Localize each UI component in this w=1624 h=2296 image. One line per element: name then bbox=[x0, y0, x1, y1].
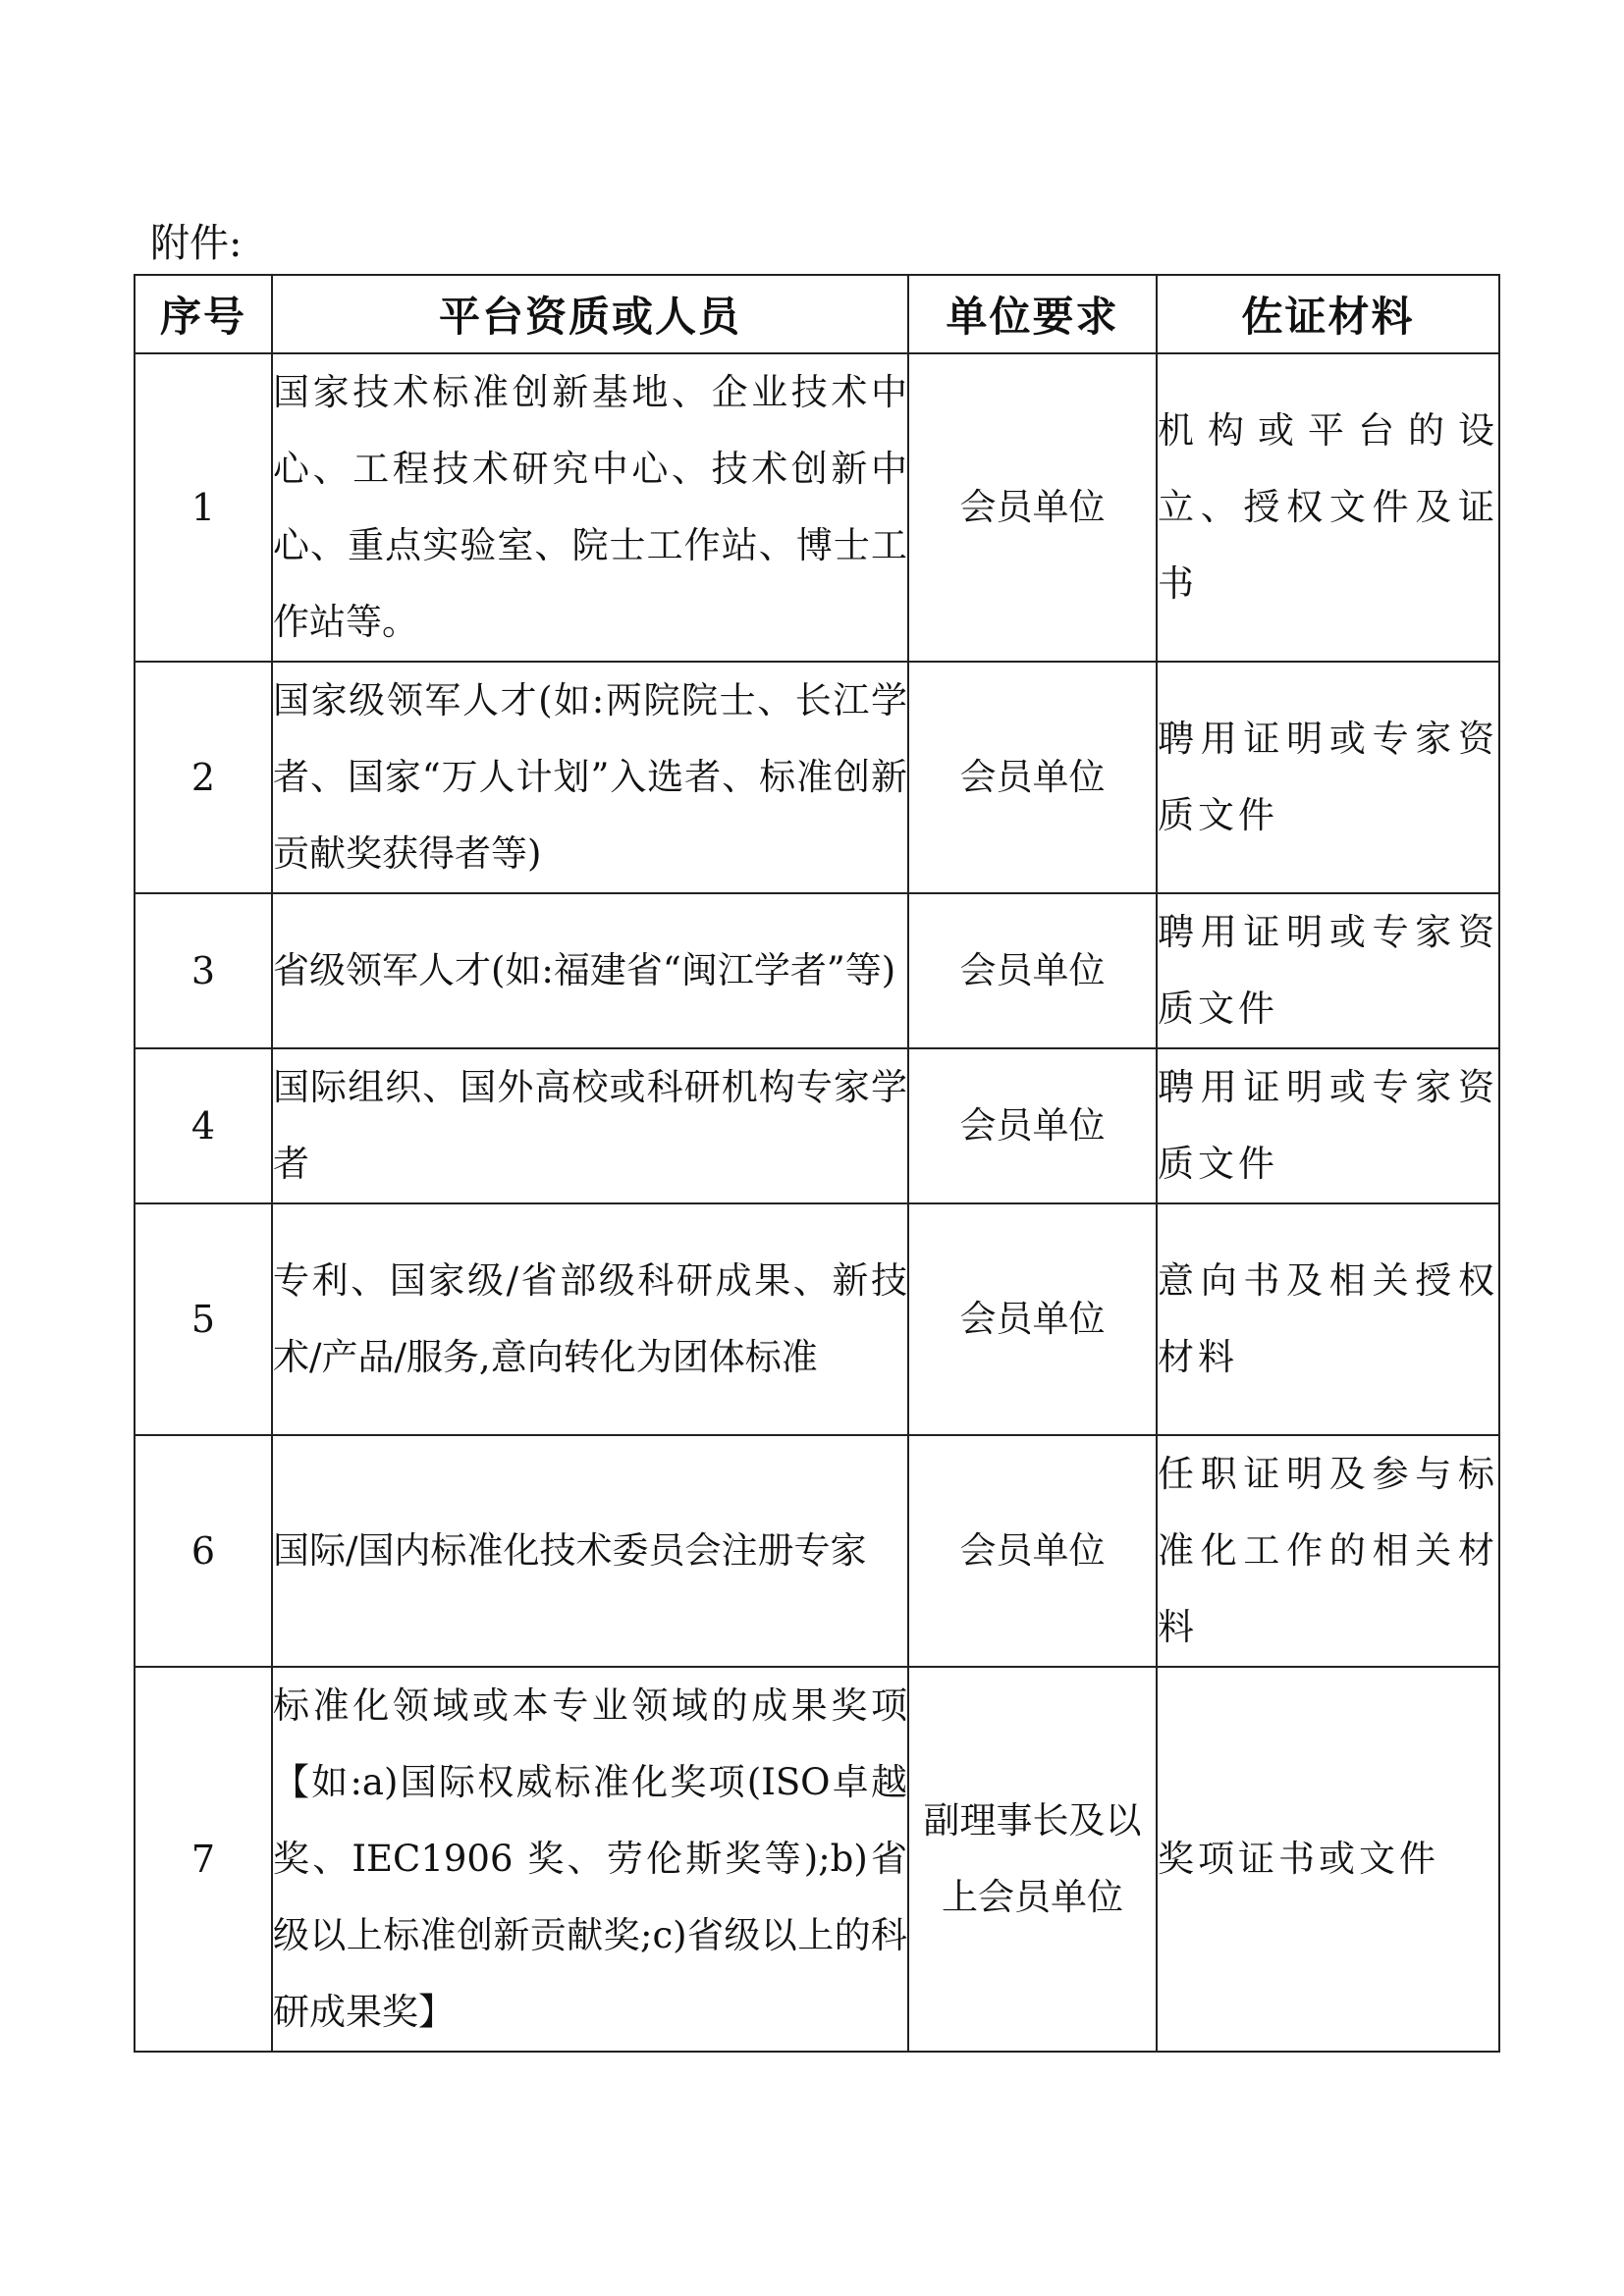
row-evidence: 任职证明及参与标准化工作的相关材料 bbox=[1157, 1435, 1499, 1667]
table-row bbox=[135, 1048, 1499, 1203]
row-unit-requirement: 会员单位 bbox=[908, 353, 1157, 662]
header-num: 序号 bbox=[135, 275, 272, 353]
table-row bbox=[135, 1435, 1499, 1667]
row-evidence: 聘用证明或专家资质文件 bbox=[1157, 893, 1499, 1048]
row-qualification: 国际组织、国外高校或科研机构专家学者 bbox=[272, 1048, 908, 1203]
row-unit-requirement: 会员单位 bbox=[908, 1435, 1157, 1667]
table-row bbox=[135, 1203, 1499, 1435]
row-unit-requirement: 副理事长及以上会员单位 bbox=[908, 1667, 1157, 2052]
header-unit-requirement: 单位要求 bbox=[908, 275, 1157, 353]
row-evidence: 意向书及相关授权材料 bbox=[1157, 1203, 1499, 1435]
row-num: 1 bbox=[135, 353, 272, 662]
row-unit-requirement: 会员单位 bbox=[908, 662, 1157, 893]
attachment-label: 附件: bbox=[150, 221, 243, 266]
row-num: 2 bbox=[135, 662, 272, 893]
row-unit-requirement: 会员单位 bbox=[908, 1048, 1157, 1203]
row-qualification: 专利、国家级/省部级科研成果、新技术/产品/服务,意向转化为团体标准 bbox=[272, 1203, 908, 1435]
row-qualification: 省级领军人才(如:福建省“闽江学者”等) bbox=[272, 893, 908, 1048]
row-qualification: 国家技术标准创新基地、企业技术中心、工程技术研究中心、技术创新中心、重点实验室、院士工作站、博士工作站等。 bbox=[272, 353, 908, 662]
row-unit-requirement: 会员单位 bbox=[908, 893, 1157, 1048]
table-row bbox=[135, 1667, 1499, 2052]
qualification-table bbox=[134, 274, 1500, 2053]
row-num: 5 bbox=[135, 1203, 272, 1435]
row-num: 6 bbox=[135, 1435, 272, 1667]
row-unit-requirement: 会员单位 bbox=[908, 1203, 1157, 1435]
header-qualification: 平台资质或人员 bbox=[272, 275, 908, 353]
row-qualification: 标准化领域或本专业领域的成果奖项【如:a)国际权威标准化奖项(ISO卓越奖、IEC1906 奖、劳伦斯奖等);b)省级以上标准创新贡献奖;c)省级以上的科研成果奖】 bbox=[272, 1667, 908, 2052]
table-row bbox=[135, 662, 1499, 893]
header-evidence: 佐证材料 bbox=[1157, 275, 1499, 353]
row-evidence: 奖项证书或文件 bbox=[1157, 1667, 1499, 2052]
table-row bbox=[135, 893, 1499, 1048]
row-evidence: 聘用证明或专家资质文件 bbox=[1157, 1048, 1499, 1203]
row-evidence: 聘用证明或专家资质文件 bbox=[1157, 662, 1499, 893]
row-qualification: 国际/国内标准化技术委员会注册专家 bbox=[272, 1435, 908, 1667]
row-qualification: 国家级领军人才(如:两院院士、长江学者、国家“万人计划”入选者、标准创新贡献奖获得者等) bbox=[272, 662, 908, 893]
row-num: 3 bbox=[135, 893, 272, 1048]
row-num: 4 bbox=[135, 1048, 272, 1203]
row-evidence: 机构或平台的设立、授权文件及证书 bbox=[1157, 353, 1499, 662]
table-row bbox=[135, 353, 1499, 662]
table-header-row bbox=[135, 275, 1499, 353]
row-num: 7 bbox=[135, 1667, 272, 2052]
